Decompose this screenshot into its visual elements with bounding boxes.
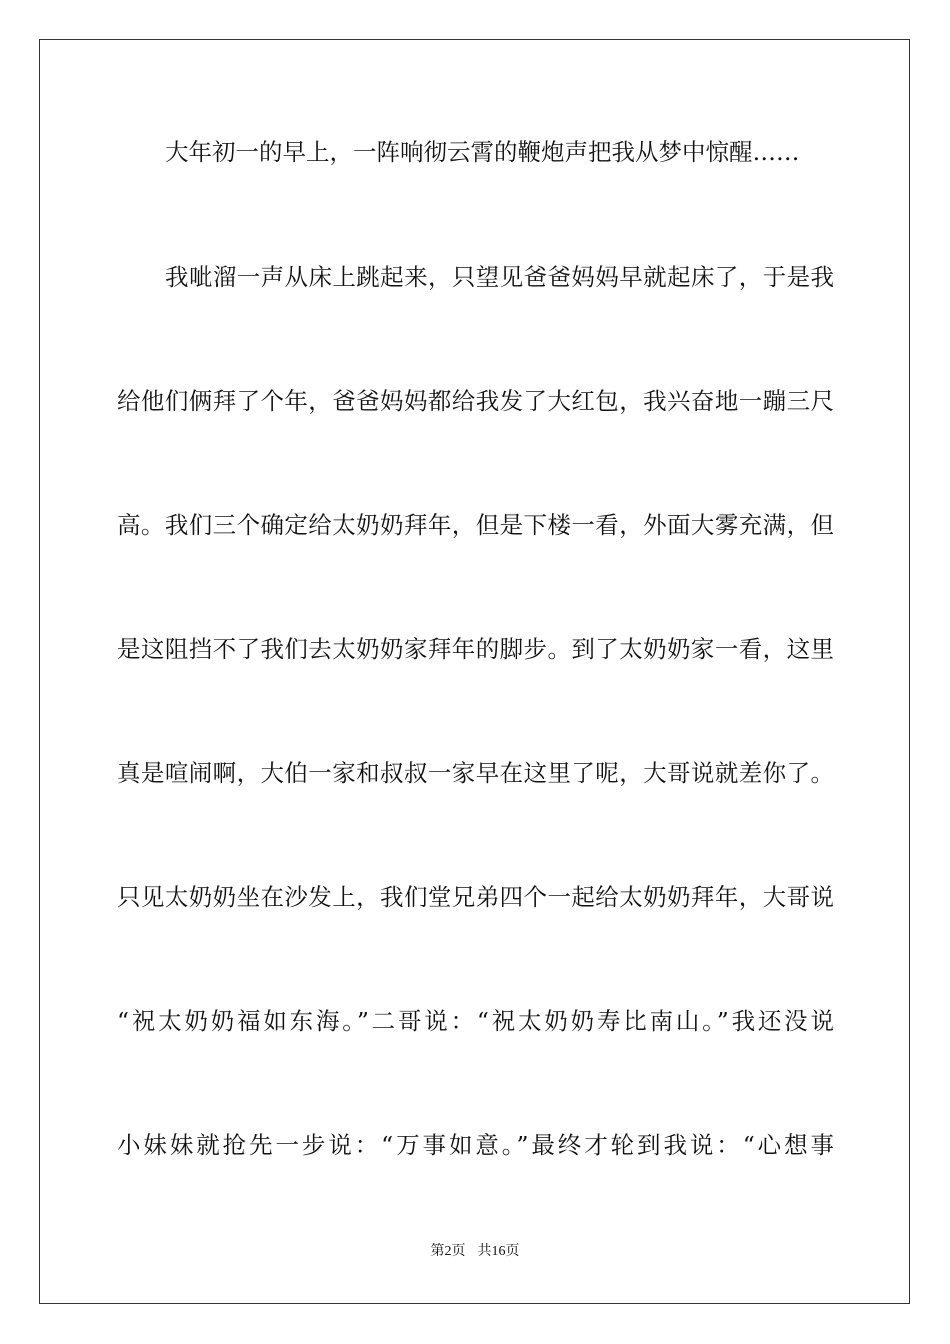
text-line-4: 高。我们三个确定给太奶奶拜年，但是下楼一看，外面大雾充满，但 <box>117 511 834 539</box>
text-line-2: 我呲溜一声从床上跳起来，只望见爸爸妈妈早就起床了，于是我 <box>165 263 834 291</box>
total-pages: 共16页 <box>477 1244 520 1259</box>
text-line-6: 真是喧闹啊，大伯一家和叔叔一家早在这里了呢，大哥说就差你了。 <box>117 759 834 787</box>
text-line-8: “祝太奶奶福如东海。”二哥说：“祝太奶奶寿比南山。”我还没说 <box>117 1007 834 1035</box>
text-line-1: 大年初一的早上，一阵响彻云霄的鞭炮声把我从梦中惊醒…… <box>165 138 800 166</box>
text-line-7: 只见太奶奶坐在沙发上，我们堂兄弟四个一起给太奶奶拜年，大哥说 <box>117 883 834 911</box>
page-footer <box>0 1243 950 1261</box>
text-line-9: 小妹妹就抢先一步说：“万事如意。”最终才轮到我说：“心想事 <box>117 1131 834 1159</box>
text-line-3: 给他们俩拜了个年，爸爸妈妈都给我发了大红包，我兴奋地一蹦三尺 <box>117 387 834 415</box>
page-border <box>39 39 910 1304</box>
text-line-5: 是这阻挡不了我们去太奶奶家拜年的脚步。到了太奶奶家一看，这里 <box>117 635 834 663</box>
page-number: 第2页 <box>430 1244 466 1259</box>
